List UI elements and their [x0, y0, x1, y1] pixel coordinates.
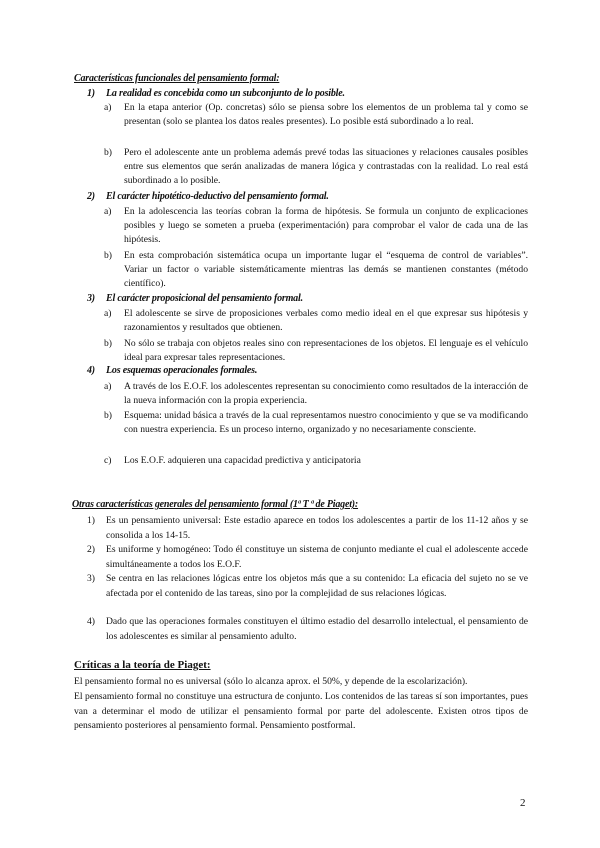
general-item-2-text: Es uniforme y homogéneo: Todo él constituye un sistema de conjunto mediante el cual el adolescente accede simultáneamente a todos los E.O.F.: [106, 544, 528, 570]
item-2-heading-text: El carácter hipotético-deductivo del pensamiento formal.: [106, 191, 329, 202]
general-item-3-text: Se centra en las relaciones lógicas entre los objetos más que a su contenido: La eficacia del sujeto no se ve afectada por el contenido de las tareas, sino por la complejidad de sus relaciones lógicas.: [106, 573, 528, 599]
item-4a: [104, 380, 528, 408]
item-2-heading: [87, 191, 329, 202]
item-3a: [104, 307, 528, 335]
general-item-4-marker: 4): [87, 616, 95, 627]
item-3b: [104, 337, 528, 365]
item-1a-marker: a): [104, 102, 112, 113]
item-2a: [104, 205, 528, 247]
item-1a: [104, 101, 528, 129]
item-2b-marker: b): [104, 250, 112, 261]
item-4-number: 4): [87, 365, 95, 376]
general-item-3: [87, 572, 528, 601]
page-number: 2: [520, 797, 526, 809]
item-2b: [104, 249, 528, 291]
general-item-4-text: Dado que las operaciones formales constituyen el último estadio del desarrollo intelectual, el pensamiento de los adolescentes es similar al pensamiento adulto.: [106, 616, 528, 642]
critique-paragraph-2: El pensamiento formal no constituye una estructura de conjunto. Los contenidos de las tareas sí son importantes, pues van a determinar el modo de utilizar el pensamiento formal por parte del adolescente. Existen otros tipos de pensamiento posteriores al pensamiento formal. Pensamiento postformal.: [74, 691, 528, 731]
item-1b-marker: b): [104, 147, 112, 158]
item-4-heading-text: Los esquemas operacionales formales.: [106, 365, 258, 376]
item-1a-text: En la etapa anterior (Op. concretas) sólo se piensa sobre los elementos de un problema tal y como se presentan (solo se plantea los datos reales presentes). Lo posible está subordinado a lo real.: [124, 102, 528, 127]
item-1-heading: [87, 88, 345, 99]
item-2a-marker: a): [104, 206, 112, 217]
item-1-heading-text: La realidad es concebida como un subconjunto de lo posible.: [106, 88, 345, 99]
item-4c-marker: c): [104, 455, 112, 466]
item-3a-marker: a): [104, 308, 112, 319]
item-1b-text: Pero el adolescente ante un problema además prevé todas las situaciones y relaciones causales posibles entre sus elementos que serán analizadas de manera lógica y contrastadas con la realidad. Lo real está subordinado a lo posible.: [124, 147, 528, 186]
general-item-1: [87, 514, 528, 543]
general-item-4: [87, 615, 528, 644]
section-title-other-characteristics: Otras características generales del pensamiento formal (1ª T ª de Piaget):: [72, 499, 359, 510]
section-title-characteristics: Características funcionales del pensamiento formal:: [74, 73, 280, 84]
item-3a-text: El adolescente se sirve de proposiciones verbales como medio ideal en el que expresar sus hipótesis y razonamientos y resultados que obtienen.: [124, 308, 528, 333]
general-item-1-marker: 1): [87, 515, 95, 526]
item-4b-text: Esquema: unidad básica a través de la cual representamos nuestro conocimiento y que se va modificando con nuestra experiencia. Es un proceso interno, organizado y no necesariamente consciente.: [124, 410, 528, 435]
item-4-heading: [87, 365, 257, 376]
item-4a-text: A través de los E.O.F. los adolescentes representan su conocimiento como resultados de la interacción de la nueva información con la propia experiencia.: [124, 381, 528, 406]
item-3-number: 3): [87, 293, 95, 304]
general-item-2-marker: 2): [87, 544, 95, 555]
critique-paragraph-1: El pensamiento formal no es universal (sólo lo alcanza aprox. el 50%, y depende de la escolarización).: [74, 676, 468, 687]
item-3-heading-text: El carácter proposicional del pensamiento formal.: [106, 293, 303, 304]
item-3b-marker: b): [104, 338, 112, 349]
item-4c-text: Los E.O.F. adquieren una capacidad predictiva y anticipatoria: [124, 455, 361, 466]
item-2b-text: En esta comprobación sistemática ocupa un importante lugar el “esquema de control de variables”. Variar un factor o variable sistemáticamente mientras las demás se mantienen constantes (método científico).: [124, 250, 528, 289]
item-3b-text: No sólo se trabaja con objetos reales sino con representaciones de los objetos. El lenguaje es el vehículo ideal para expresar tales representaciones.: [124, 338, 528, 363]
item-4b: [104, 409, 528, 437]
item-1b: [104, 146, 528, 188]
item-4a-marker: a): [104, 381, 112, 392]
section-title-critiques: Críticas a la teoría de Piaget:: [74, 659, 211, 671]
item-1-number: 1): [87, 88, 95, 99]
item-2a-text: En la adolescencia las teorías cobran la forma de hipótesis. Se formula un conjunto de explicaciones posibles y luego se someten a prueba (experimentación) para comprobar el valor de cada una de las hipótesis.: [124, 206, 528, 245]
general-item-2: [87, 543, 528, 572]
item-2-number: 2): [87, 191, 95, 202]
item-4b-marker: b): [104, 410, 112, 421]
item-4c: [104, 454, 528, 468]
general-item-3-marker: 3): [87, 573, 95, 584]
item-3-heading: [87, 293, 303, 304]
general-item-1-text: Es un pensamiento universal: Este estadio aparece en todos los adolescentes a partir de los 11-12 años y se consolida a los 14-15.: [106, 515, 528, 541]
